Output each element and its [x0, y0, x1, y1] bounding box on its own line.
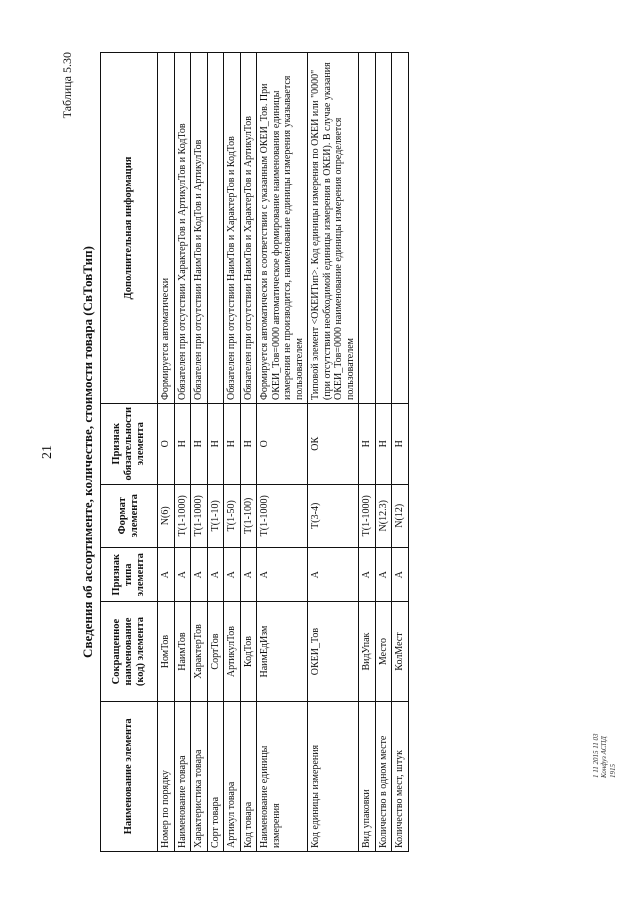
table-cell: Типовой элемент <ОКЕИТип>. Код единицы измерения по ОКЕИ или "0000" (при отсутствии необходимой единицы измерения в ОКЕИ). В случае указания ОКЕИ_Тов=0000 наименование единицы измерения определяется пользователем [308, 53, 359, 404]
table-row [240, 53, 257, 852]
table-row [207, 53, 224, 852]
table-cell: Обязателен при отсутствии НаимТов и КодТов и АртикулТов [191, 53, 208, 404]
table-cell: Наименование единицы измерения [257, 701, 308, 851]
footer-line: 1 11 2015 11 03 [592, 733, 600, 778]
table-cell: T(1-10) [207, 484, 224, 547]
header-cell: Признак типа элемента [101, 547, 158, 602]
data-table [100, 52, 409, 852]
table-cell: Наименование товара [174, 701, 191, 851]
table-cell: T(1-50) [224, 484, 241, 547]
table-cell: Н [392, 404, 409, 485]
table-cell: T(1-1000) [359, 484, 376, 547]
table-cell: А [359, 547, 376, 602]
table-cell: НомТов [158, 602, 175, 701]
table-cell: Количество в одном месте [375, 701, 392, 851]
table-cell: N(6) [158, 484, 175, 547]
table-cell: Н [359, 404, 376, 485]
header-cell: Наименование элемента [101, 701, 158, 851]
table-row [308, 53, 359, 852]
table-cell: Артикул товара [224, 701, 241, 851]
table-cell: ХарактерТов [191, 602, 208, 701]
table-cell: Обязателен при отсутствии НаимТов и ХарактерТов и КодТов [224, 53, 241, 404]
table-cell: Обязателен при отсутствии НаимТов и ХарактерТов и АртикулТов [240, 53, 257, 404]
table-cell: Количество мест, штук [392, 701, 409, 851]
table-cell: А [174, 547, 191, 602]
table-cell: О [158, 404, 175, 485]
table-row [392, 53, 409, 852]
header-cell: Дополнительная информация [101, 53, 158, 404]
table-cell: НаимТов [174, 602, 191, 701]
table-cell [207, 53, 224, 404]
table-cell: Формируется автоматически [158, 53, 175, 404]
page-number: 21 [40, 445, 55, 459]
table-cell: Н [375, 404, 392, 485]
table-cell: А [158, 547, 175, 602]
table-cell: ОК [308, 404, 359, 485]
table-row [174, 53, 191, 852]
table-cell: Н [224, 404, 241, 485]
table-cell: T(1-1000) [257, 484, 308, 547]
table-row [158, 53, 175, 852]
table-row [359, 53, 376, 852]
table-cell: Код единицы измерения [308, 701, 359, 851]
header-cell: Сокращенное наименование (код) элемента [101, 602, 158, 701]
table-cell: КодТов [240, 602, 257, 701]
table-cell: Сорт товара [207, 701, 224, 851]
table-cell: А [191, 547, 208, 602]
table-cell: T(1-1000) [191, 484, 208, 547]
rotated-content [60, 52, 580, 852]
table-cell [359, 53, 376, 404]
table-cell: А [224, 547, 241, 602]
table-cell: Место [375, 602, 392, 701]
header-cell: Формат элемента [101, 484, 158, 547]
table-cell: А [392, 547, 409, 602]
table-cell: Н [207, 404, 224, 485]
table-cell: N(12) [392, 484, 409, 547]
table-cell: КолМест [392, 602, 409, 701]
table-cell: T(3-4) [308, 484, 359, 547]
header-cell: Признак обязательности элемента [101, 404, 158, 485]
table-cell: Вид упаковки [359, 701, 376, 851]
table-cell: ВидУпак [359, 602, 376, 701]
table-row [257, 53, 308, 852]
table-cell: T(1-1000) [174, 484, 191, 547]
table-row [191, 53, 208, 852]
table-cell: Номер по порядку [158, 701, 175, 851]
table-row [224, 53, 241, 852]
table-cell: Н [191, 404, 208, 485]
table-cell: АртикулТов [224, 602, 241, 701]
table-cell: N(12.3) [375, 484, 392, 547]
footer-stamp [592, 730, 617, 778]
table-cell [375, 53, 392, 404]
table-cell: Формируется автоматически в соответствии с указанным ОКЕИ_Тов. При ОКЕИ_Тов=0000 автоматическое формирование наименования единицы измерения не производится, наименование единицы измерения указывается пользователем [257, 53, 308, 404]
table-cell: А [375, 547, 392, 602]
header-row [101, 53, 158, 852]
table-row [375, 53, 392, 852]
table-title: Сведения об ассортименте, количестве, стоимости товара (СвТовТип) [80, 246, 95, 658]
table-cell: T(1-100) [240, 484, 257, 547]
table-cell: Обязателен при отсутствии ХарактерТов и АртикулТов и КодТов [174, 53, 191, 404]
table-cell: А [308, 547, 359, 602]
table-cell: Н [240, 404, 257, 485]
table-cell: НаимЕдИзм [257, 602, 308, 701]
table-cell: А [207, 547, 224, 602]
table-cell: Н [174, 404, 191, 485]
table-cell: СортТов [207, 602, 224, 701]
table-cell: А [257, 547, 308, 602]
table-cell: Характеристика товара [191, 701, 208, 851]
footer-line: Конфуз АСПД 1915 [600, 736, 617, 778]
table-cell: О [257, 404, 308, 485]
table-cell: А [240, 547, 257, 602]
table-cell: ОКЕИ_Тов [308, 602, 359, 701]
table-cell: Код товара [240, 701, 257, 851]
table-label: Таблица 5.30 [60, 52, 74, 119]
table-cell [392, 53, 409, 404]
